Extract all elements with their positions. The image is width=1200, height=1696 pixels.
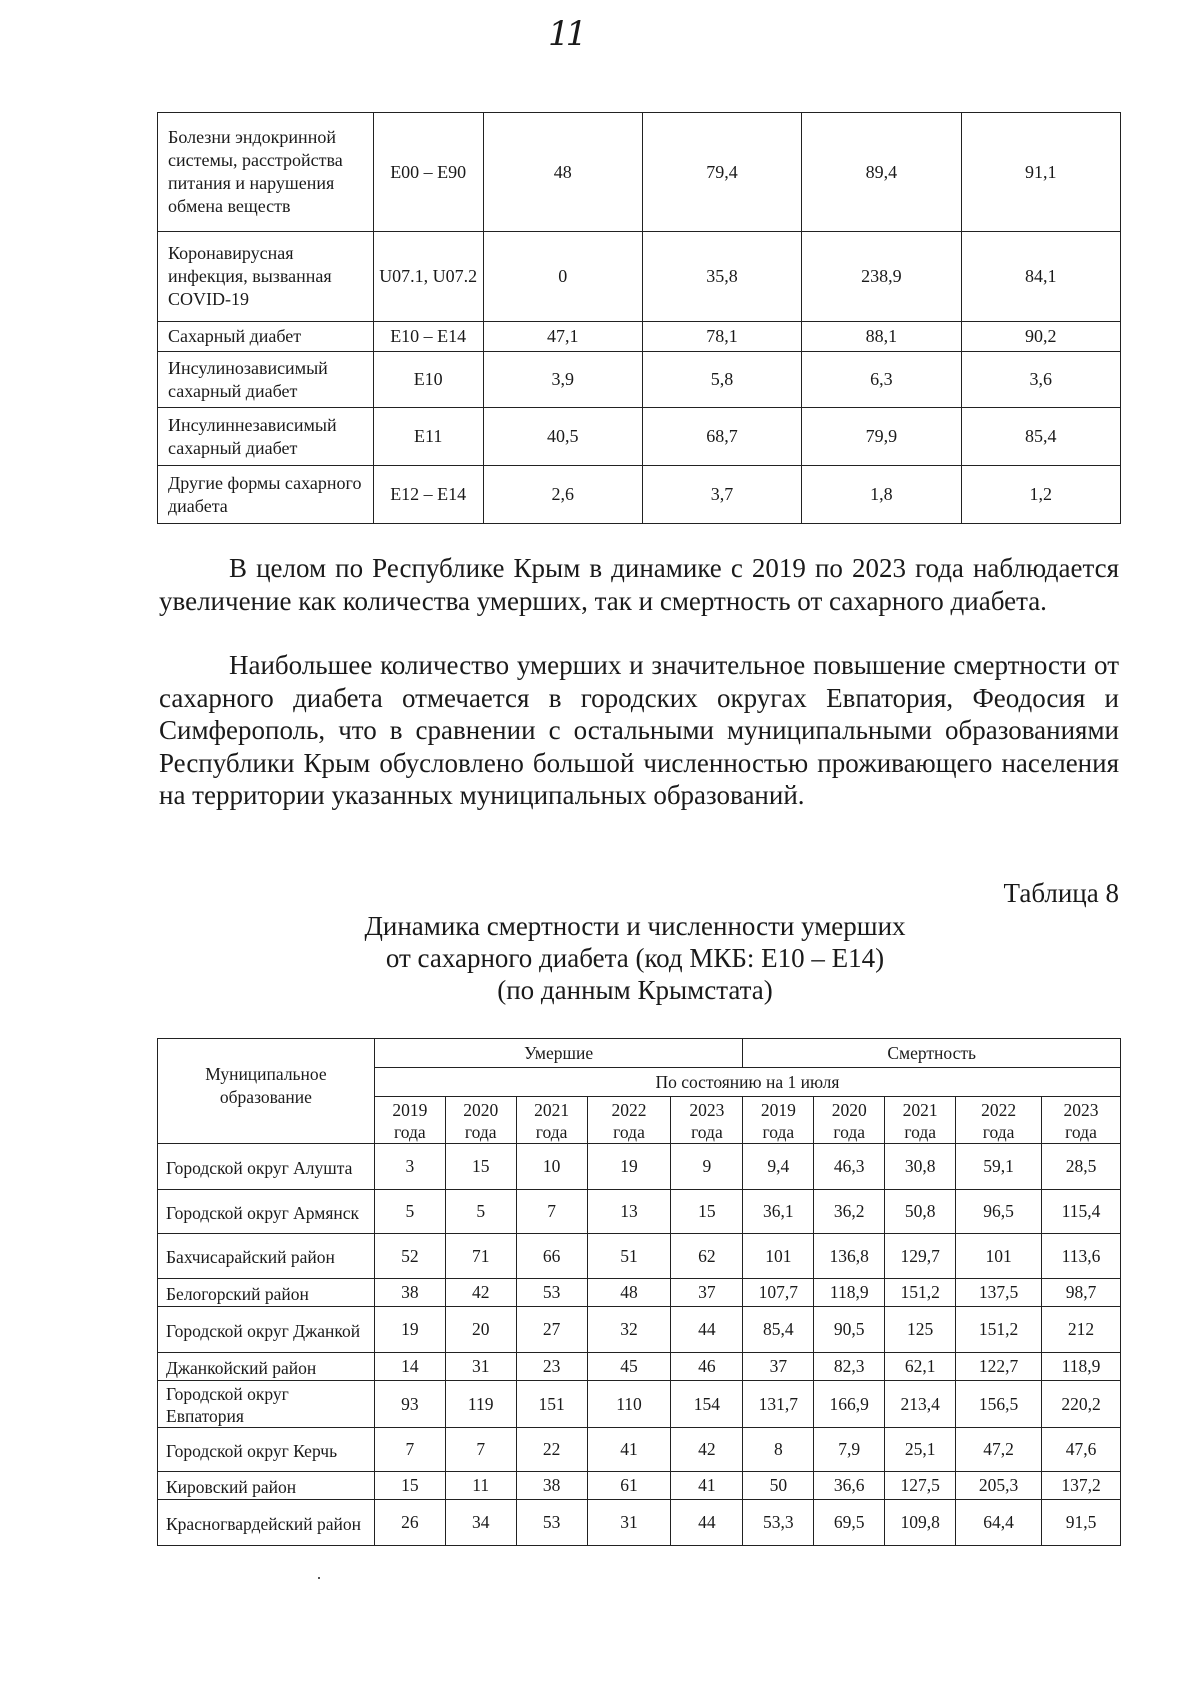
mortality-value: 131,7: [743, 1381, 814, 1428]
deaths-value: 27: [516, 1307, 587, 1353]
year-header: 2023 года: [1042, 1097, 1121, 1144]
disease-name: Инсулинозависимый сахарный диабет: [158, 352, 374, 408]
deaths-value: 3: [374, 1144, 445, 1190]
value-cell: 90,2: [961, 322, 1120, 352]
mortality-table-body: [158, 1144, 1121, 1546]
mortality-value: 53,3: [743, 1500, 814, 1546]
municipality-name: Красногвардейский район: [158, 1500, 375, 1546]
mortality-value: 30,8: [885, 1144, 956, 1190]
mortality-value: 50,8: [885, 1190, 956, 1234]
deaths-value: 37: [671, 1279, 743, 1307]
mortality-value: 101: [956, 1234, 1042, 1279]
year-header: 2022 года: [587, 1097, 671, 1144]
mortality-table: [157, 1038, 1121, 1546]
table-row: [158, 1307, 1121, 1353]
deaths-value: 32: [587, 1307, 671, 1353]
deaths-value: 119: [445, 1381, 516, 1428]
deaths-value: 31: [587, 1500, 671, 1546]
deaths-value: 52: [374, 1234, 445, 1279]
value-cell: 35,8: [642, 232, 801, 322]
mortality-value: 205,3: [956, 1472, 1042, 1500]
icd-code: E10 – E14: [373, 322, 483, 352]
deaths-value: 38: [374, 1279, 445, 1307]
mortality-value: 59,1: [956, 1144, 1042, 1190]
mortality-value: 137,2: [1042, 1472, 1121, 1500]
mortality-value: 98,7: [1042, 1279, 1121, 1307]
mortality-value: 212: [1042, 1307, 1121, 1353]
value-cell: 88,1: [802, 322, 961, 352]
group-header-mortality: Смертность: [743, 1039, 1121, 1068]
table-row: [158, 322, 1121, 352]
deaths-value: 61: [587, 1472, 671, 1500]
deaths-value: 51: [587, 1234, 671, 1279]
value-cell: 78,1: [642, 322, 801, 352]
table-row: [158, 408, 1121, 466]
value-cell: 79,9: [802, 408, 961, 466]
icd-code: E12 – E14: [373, 466, 483, 524]
scan-speck: [318, 1577, 320, 1579]
year-header: 2021 года: [885, 1097, 956, 1144]
mortality-value: 28,5: [1042, 1144, 1121, 1190]
deaths-value: 44: [671, 1307, 743, 1353]
year-header: 2023 года: [671, 1097, 743, 1144]
mortality-value: 90,5: [814, 1307, 885, 1353]
value-cell: 40,5: [483, 408, 642, 466]
mortality-value: 47,2: [956, 1428, 1042, 1472]
mortality-value: 122,7: [956, 1353, 1042, 1381]
mortality-value: 156,5: [956, 1381, 1042, 1428]
value-cell: 238,9: [802, 232, 961, 322]
mortality-value: 64,4: [956, 1500, 1042, 1546]
icd-code: U07.1, U07.2: [373, 232, 483, 322]
paragraph-detail: Наибольшее количество умерших и значительное повышение смертности от сахарного диабета отмечается в городских округах Евпатория, Феодосия и Симферополь, что в сравнении с остальными муниципальными образованиями Республики Крым обусловлено большой численностью проживающего населения на территории указанных муниципальных образований.: [159, 650, 1119, 810]
deaths-value: 42: [445, 1279, 516, 1307]
value-cell: 48: [483, 113, 642, 232]
deaths-value: 42: [671, 1428, 743, 1472]
deaths-value: 26: [374, 1500, 445, 1546]
icd-code: E00 – E90: [373, 113, 483, 232]
deaths-value: 110: [587, 1381, 671, 1428]
mortality-value: 46,3: [814, 1144, 885, 1190]
mortality-value: 9,4: [743, 1144, 814, 1190]
deaths-value: 31: [445, 1353, 516, 1381]
deaths-value: 62: [671, 1234, 743, 1279]
deaths-value: 15: [374, 1472, 445, 1500]
mortality-value: 7,9: [814, 1428, 885, 1472]
mortality-value: 107,7: [743, 1279, 814, 1307]
deaths-value: 44: [671, 1500, 743, 1546]
table-label: Таблица 8: [1003, 878, 1119, 908]
deaths-value: 5: [374, 1190, 445, 1234]
table-row: [158, 1144, 1121, 1190]
municipality-name: Белогорский район: [158, 1279, 375, 1307]
value-cell: 1,2: [961, 466, 1120, 524]
value-cell: 85,4: [961, 408, 1120, 466]
value-cell: 79,4: [642, 113, 801, 232]
mortality-value: 62,1: [885, 1353, 956, 1381]
value-cell: 1,8: [802, 466, 961, 524]
municipality-name: Бахчисарайский район: [158, 1234, 375, 1279]
deaths-value: 19: [374, 1307, 445, 1353]
municipality-name: Джанкойский район: [158, 1353, 375, 1381]
deaths-value: 5: [445, 1190, 516, 1234]
value-cell: 6,3: [802, 352, 961, 408]
value-cell: 5,8: [642, 352, 801, 408]
deaths-value: 154: [671, 1381, 743, 1428]
municipality-name: Кировский район: [158, 1472, 375, 1500]
table-row: [158, 113, 1121, 232]
caption-line: (по данным Крымстата): [497, 975, 773, 1005]
deaths-value: 20: [445, 1307, 516, 1353]
mortality-value: 220,2: [1042, 1381, 1121, 1428]
column-header-municipality: Муниципальное образование: [158, 1039, 375, 1144]
value-cell: 3,9: [483, 352, 642, 408]
year-header: 2020 года: [445, 1097, 516, 1144]
disease-name: Инсулиннезависимый сахарный диабет: [158, 408, 374, 466]
deaths-value: 9: [671, 1144, 743, 1190]
mortality-value: 151,2: [956, 1307, 1042, 1353]
value-cell: 0: [483, 232, 642, 322]
table-row: [158, 352, 1121, 408]
deaths-value: 15: [671, 1190, 743, 1234]
icd-code: E10: [373, 352, 483, 408]
mortality-value: 36,1: [743, 1190, 814, 1234]
continuation-table: [157, 112, 1121, 524]
municipality-name: Городской округ Армянск: [158, 1190, 375, 1234]
mortality-value: 91,5: [1042, 1500, 1121, 1546]
table-row: [158, 1279, 1121, 1307]
mortality-value: 129,7: [885, 1234, 956, 1279]
deaths-value: 41: [671, 1472, 743, 1500]
value-cell: 3,7: [642, 466, 801, 524]
mortality-value: 166,9: [814, 1381, 885, 1428]
deaths-value: 10: [516, 1144, 587, 1190]
deaths-value: 23: [516, 1353, 587, 1381]
value-cell: 3,6: [961, 352, 1120, 408]
disease-name: Другие формы сахарного диабета: [158, 466, 374, 524]
year-header: 2020 года: [814, 1097, 885, 1144]
caption-line: Динамика смертности и численности умерших: [364, 911, 906, 941]
municipality-name: Городской округ Керчь: [158, 1428, 375, 1472]
deaths-value: 66: [516, 1234, 587, 1279]
icd-code: E11: [373, 408, 483, 466]
deaths-value: 22: [516, 1428, 587, 1472]
table-row: [158, 232, 1121, 322]
mortality-value: 109,8: [885, 1500, 956, 1546]
mortality-value: 127,5: [885, 1472, 956, 1500]
mortality-value: 115,4: [1042, 1190, 1121, 1234]
table-row: [158, 1472, 1121, 1500]
subheader-date: По состоянию на 1 июля: [374, 1068, 1120, 1097]
mortality-value: 136,8: [814, 1234, 885, 1279]
deaths-value: 41: [587, 1428, 671, 1472]
table-row: [158, 1428, 1121, 1472]
mortality-value: 96,5: [956, 1190, 1042, 1234]
value-cell: 89,4: [802, 113, 961, 232]
deaths-value: 19: [587, 1144, 671, 1190]
mortality-value: 125: [885, 1307, 956, 1353]
municipality-name: Городской округ Алушта: [158, 1144, 375, 1190]
table-row: [158, 1353, 1121, 1381]
mortality-value: 85,4: [743, 1307, 814, 1353]
deaths-value: 14: [374, 1353, 445, 1381]
mortality-value: 47,6: [1042, 1428, 1121, 1472]
disease-name: Сахарный диабет: [158, 322, 374, 352]
deaths-value: 38: [516, 1472, 587, 1500]
value-cell: 91,1: [961, 113, 1120, 232]
mortality-value: 151,2: [885, 1279, 956, 1307]
table-row: [158, 1381, 1121, 1428]
deaths-value: 7: [374, 1428, 445, 1472]
table-row: [158, 466, 1121, 524]
deaths-value: 7: [516, 1190, 587, 1234]
mortality-value: 82,3: [814, 1353, 885, 1381]
deaths-value: 53: [516, 1279, 587, 1307]
mortality-value: 36,6: [814, 1472, 885, 1500]
deaths-value: 53: [516, 1500, 587, 1546]
mortality-value: 118,9: [1042, 1353, 1121, 1381]
value-cell: 68,7: [642, 408, 801, 466]
deaths-value: 48: [587, 1279, 671, 1307]
year-header: 2021 года: [516, 1097, 587, 1144]
group-header-deaths: Умершие: [374, 1039, 743, 1068]
deaths-value: 11: [445, 1472, 516, 1500]
table-row: [158, 1190, 1121, 1234]
page-number: 11: [548, 14, 584, 54]
year-header: 2019 года: [743, 1097, 814, 1144]
mortality-value: 25,1: [885, 1428, 956, 1472]
mortality-value: 37: [743, 1353, 814, 1381]
mortality-value: 69,5: [814, 1500, 885, 1546]
deaths-value: 7: [445, 1428, 516, 1472]
header-row: [158, 1039, 1121, 1068]
mortality-value: 113,6: [1042, 1234, 1121, 1279]
disease-name: Болезни эндокринной системы, расстройства питания и нарушения обмена веществ: [158, 113, 374, 232]
year-header: 2022 года: [956, 1097, 1042, 1144]
mortality-value: 118,9: [814, 1279, 885, 1307]
value-cell: 47,1: [483, 322, 642, 352]
paragraph-summary: В целом по Республике Крым в динамике с 2019 по 2023 года наблюдается увеличение как количества умерших, так и смертность от сахарного диабета.: [159, 553, 1119, 616]
mortality-value: 8: [743, 1428, 814, 1472]
disease-name: Коронавирусная инфекция, вызванная COVID-19: [158, 232, 374, 322]
year-header: 2019 года: [374, 1097, 445, 1144]
deaths-value: 151: [516, 1381, 587, 1428]
deaths-value: 34: [445, 1500, 516, 1546]
caption-line: от сахарного диабета (код МКБ: E10 – E14): [385, 943, 885, 973]
table-row: [158, 1234, 1121, 1279]
mortality-value: 213,4: [885, 1381, 956, 1428]
deaths-value: 71: [445, 1234, 516, 1279]
mortality-value: 137,5: [956, 1279, 1042, 1307]
table-caption: [235, 910, 1035, 1006]
value-cell: 2,6: [483, 466, 642, 524]
deaths-value: 46: [671, 1353, 743, 1381]
value-cell: 84,1: [961, 232, 1120, 322]
table-row: [158, 1500, 1121, 1546]
mortality-value: 36,2: [814, 1190, 885, 1234]
mortality-value: 50: [743, 1472, 814, 1500]
municipality-name: Городской округ Джанкой: [158, 1307, 375, 1353]
deaths-value: 45: [587, 1353, 671, 1381]
deaths-value: 13: [587, 1190, 671, 1234]
deaths-value: 15: [445, 1144, 516, 1190]
mortality-value: 101: [743, 1234, 814, 1279]
municipality-name: Городской округ Евпатория: [158, 1381, 375, 1428]
deaths-value: 93: [374, 1381, 445, 1428]
